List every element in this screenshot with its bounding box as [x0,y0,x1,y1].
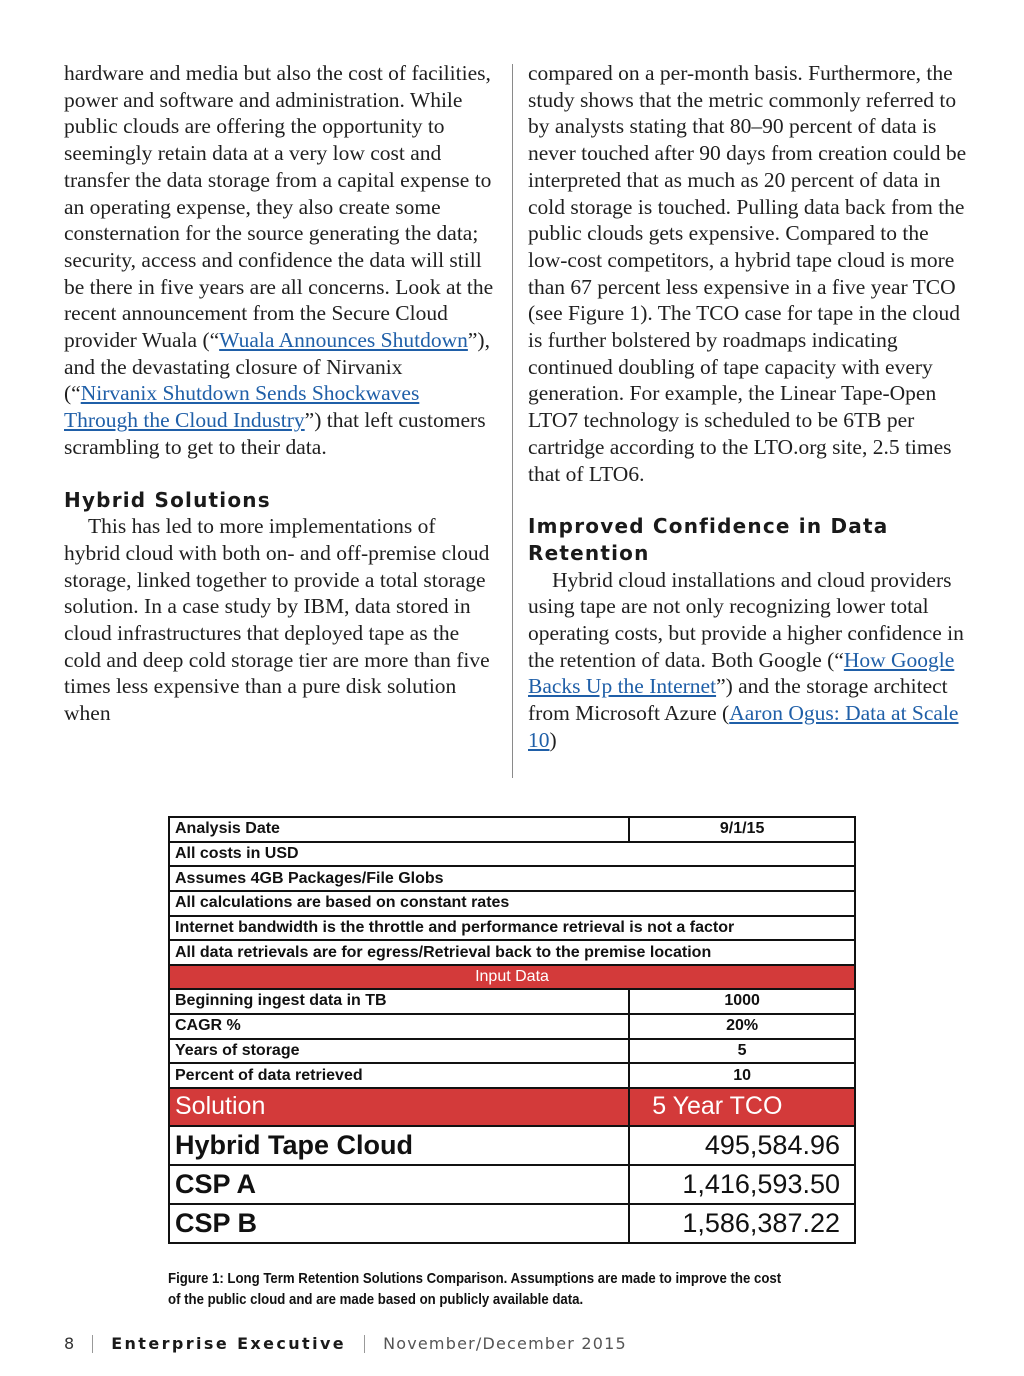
table-row [169,817,855,842]
note-cell: All data retrievals are for egress/Retrieval back to the premise location [169,940,855,965]
note-cell: All calculations are based on constant rates [169,891,855,916]
left-paragraph-1 [64,60,496,461]
note-cell: Internet bandwidth is the throttle and performance retrieval is not a factor [169,916,855,941]
table-row [169,1063,855,1088]
right-paragraph-2 [528,567,968,754]
table-row [169,916,855,941]
solution-label: CSP B [169,1204,629,1243]
table-row [169,940,855,965]
input-value: 5 [629,1039,855,1064]
wuala-shutdown-link[interactable]: Wuala Announces Shutdown [219,328,468,353]
analysis-date-value: 9/1/15 [629,817,855,842]
right-paragraph-1: compared on a per-month basis. Furthermore, the study shows that the metric commonly referred to by analysts stating that 80–90 percent of data is never touched after 90 days from creation could be interpreted that as much as 20 percent of data in cold storage is touched. Pulling data back from the public clouds gets expensive. Compared to the low-cost competitors, a hybrid tape cloud is more than 67 percent less expensive in a five year TCO (see Figure 1). The TCO case for tape in the cloud is further bolstered by roadmaps indicating continued doubling of tape capacity with every generation. For example, the Linear Tape-Open LTO7 technology is scheduled to be 6TB per cartridge according to the LTO.org site, 2.5 times that of LTO6. [528,61,967,486]
text-run: ”) and the storage architect from Microsoft Azure ( [528,674,948,726]
input-label: Years of storage [169,1039,629,1064]
text-run: hardware and media but also the cost of facilities, power and software and administration. While public clouds are offering the opportunity to seemingly retain data at a very low cost and transfer the data storage from a capital expense to an operating expense, they also create some consternation for the source generating the data; security, access and confidence the data will still be there in five years are all concerns. Look at the recent announcement from the Secure Cloud provider Wuala (“ [64,61,494,353]
analysis-date-label: Analysis Date [169,817,629,842]
left-column [64,60,496,727]
note-cell: All costs in USD [169,842,855,867]
input-data-header: Input Data [169,965,855,989]
tco-header: 5 Year TCO [629,1088,855,1126]
left-paragraph-2: This has led to more implementations of hybrid cloud with both on- and off-premise cloud storage, linked together to provide a total storage solution. In a case study by IBM, data stored in cloud infrastructures that deployed tape as the cold and deep cold storage tier are more than five times less expensive than a pure disk solution when [64,514,490,726]
table-row [169,842,855,867]
table-row [169,989,855,1014]
page-footer [64,1334,627,1353]
aaron-ogus-link[interactable]: Aaron Ogus: Data at Scale 10 [528,701,959,752]
issue-date: November/December 2015 [383,1334,627,1353]
input-value: 10 [629,1063,855,1088]
input-value: 1000 [629,989,855,1014]
solution-value: 1,586,387.22 [629,1204,855,1243]
hybrid-solutions-heading: Hybrid Solutions [64,487,271,512]
solution-value: 1,416,593.50 [629,1165,855,1204]
solution-header: Solution [169,1088,629,1126]
nirvanix-shutdown-link[interactable]: Nirvanix Shutdown Sends Shockwaves Through the Cloud Industry [64,381,420,433]
right-column [528,60,968,754]
figure-caption: Figure 1: Long Term Retention Solutions Comparison. Assumptions are made to improve the cost of the public cloud and are made based on publicly available data. [168,1270,782,1308]
column-divider [512,64,513,778]
footer-divider [364,1335,365,1353]
input-data-header-row [169,965,855,989]
solution-label: CSP A [169,1165,629,1204]
table-row [169,1204,855,1243]
note-cell: Assumes 4GB Packages/File Globs [169,866,855,891]
table-row [169,1014,855,1039]
table-row [169,1039,855,1064]
magazine-name: Enterprise Executive [111,1334,347,1353]
tco-table [168,816,856,1244]
text-run: Hybrid cloud installations and cloud providers using tape are not only recognizing lower total operating costs, but provide a higher confidence in the retention of data. Both Google (“ [528,567,964,672]
page-number: 8 [64,1334,75,1353]
solution-header-row [169,1088,855,1126]
input-label: Percent of data retrieved [169,1063,629,1088]
table-row [169,891,855,916]
table-row [169,866,855,891]
footer-divider [92,1335,93,1353]
input-label: CAGR % [169,1014,629,1039]
solution-label: Hybrid Tape Cloud [169,1126,629,1165]
table-row [169,1165,855,1204]
solution-value: 495,584.96 [629,1126,855,1165]
text-run: ”), and the devastating closure of Nirvanix (“ [64,328,490,406]
google-backup-link[interactable]: How Google Backs Up the Internet [528,647,955,699]
text-run: ”) that left customers scrambling to get to their data. [64,408,486,459]
table-row [169,1126,855,1165]
input-label: Beginning ingest data in TB [169,989,629,1014]
input-value: 20% [629,1014,855,1039]
text-run: ) [549,727,557,752]
improved-confidence-heading: Improved Confidence in Data Retention [528,514,889,565]
